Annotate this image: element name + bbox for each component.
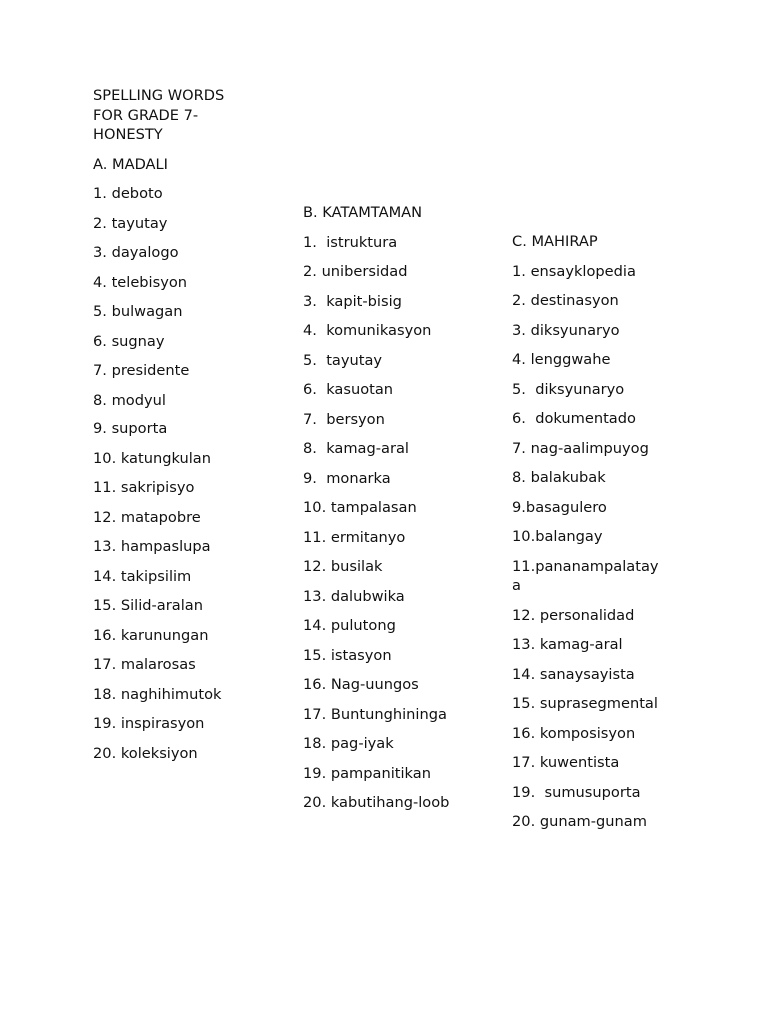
word-list-madali bbox=[93, 184, 253, 763]
title-line: HONESTY bbox=[93, 126, 163, 143]
list-item: 10. tampalasan bbox=[303, 499, 417, 516]
list-item: 4. komunikasyon bbox=[303, 322, 432, 339]
list-item: 12. busilak bbox=[303, 558, 383, 575]
list-item: 10.balangay bbox=[512, 528, 603, 545]
list-item: 19. pampanitikan bbox=[303, 764, 431, 782]
list-item: 7. nag-aalimpuyog bbox=[512, 439, 649, 457]
list-item: 15. suprasegmental bbox=[512, 695, 658, 712]
list-item: 19. sumusuporta bbox=[512, 783, 641, 801]
list-item: 3. kapit-bisig bbox=[303, 292, 402, 310]
list-item: 15. istasyon bbox=[303, 646, 392, 664]
list-item: 6. dokumentado bbox=[512, 410, 636, 427]
list-item: 9. suporta bbox=[93, 420, 168, 437]
column-mahirap bbox=[512, 232, 672, 842]
list-item: 5. tayutay bbox=[303, 351, 383, 369]
list-item: 16. Nag-uungos bbox=[303, 676, 419, 693]
list-item: 13. hampaslupa bbox=[93, 538, 211, 555]
list-item: 4. telebisyon bbox=[93, 273, 188, 291]
list-item: 11. sakripisyo bbox=[93, 479, 195, 496]
list-item: 17. Buntunghininga bbox=[303, 705, 447, 723]
list-item: 3. dayalogo bbox=[93, 244, 179, 261]
list-item: 2. unibersidad bbox=[303, 263, 408, 280]
word-list-mahirap bbox=[512, 262, 672, 832]
list-item: 8. kamag-aral bbox=[303, 440, 409, 457]
list-item: 9. monarka bbox=[303, 469, 391, 487]
list-item: 20. koleksiyon bbox=[93, 744, 198, 762]
list-item: 14. sanaysayista bbox=[512, 665, 635, 683]
list-item: 7. presidente bbox=[93, 362, 190, 379]
list-item: 12. personalidad bbox=[512, 606, 635, 624]
list-item: 6. kasuotan bbox=[303, 381, 394, 398]
list-item: 11. ermitanyo bbox=[303, 528, 406, 546]
list-item: 2. tayutay bbox=[93, 214, 168, 232]
list-item: 4. lenggwahe bbox=[512, 351, 611, 368]
list-item: 10. katungkulan bbox=[93, 449, 211, 467]
list-item: 20. gunam-gunam bbox=[512, 813, 647, 830]
list-item: 14. pulutong bbox=[303, 617, 396, 634]
section-heading-madali: A. MADALI bbox=[93, 155, 168, 173]
title-line: FOR GRADE 7- bbox=[93, 106, 199, 124]
list-item: 19. inspirasyon bbox=[93, 715, 205, 732]
list-item: 7. bersyon bbox=[303, 410, 385, 428]
list-item: 16. komposisyon bbox=[512, 724, 636, 742]
list-item: 16. karunungan bbox=[93, 626, 209, 644]
page-title bbox=[93, 86, 253, 145]
section-heading-mahirap: C. MAHIRAP bbox=[512, 233, 598, 250]
list-item: 14. takipsilim bbox=[93, 567, 192, 585]
list-item: 3. diksyunaryo bbox=[512, 321, 620, 339]
list-item: 17. kuwentista bbox=[512, 754, 620, 771]
list-item: 8. balakubak bbox=[512, 469, 606, 486]
list-item: 6. sugnay bbox=[93, 332, 165, 350]
list-item: 15. Silid-aralan bbox=[93, 597, 203, 614]
list-item: 11.pananampalatay a bbox=[512, 557, 664, 594]
column-katamtaman bbox=[303, 203, 463, 823]
list-item: 13. kamag-aral bbox=[512, 636, 623, 653]
column-madali bbox=[93, 86, 253, 773]
list-item: 5. bulwagan bbox=[93, 303, 183, 320]
list-item: 1. deboto bbox=[93, 185, 163, 202]
list-item: 20. kabutihang-loob bbox=[303, 794, 450, 811]
word-list-katamtaman bbox=[303, 233, 463, 813]
section-heading-katamtaman: B. KATAMTAMAN bbox=[303, 204, 423, 221]
title-line: SPELLING WORDS bbox=[93, 87, 225, 104]
list-item: 1. istruktura bbox=[303, 233, 398, 251]
list-item: 9.basagulero bbox=[512, 498, 607, 516]
list-item: 12. matapobre bbox=[93, 508, 201, 526]
list-item: 17. malarosas bbox=[93, 656, 196, 673]
list-item: 18. naghihimutok bbox=[93, 685, 222, 703]
list-item: 2. destinasyon bbox=[512, 292, 619, 309]
list-item: 1. ensayklopedia bbox=[512, 262, 636, 280]
list-item: 18. pag-iyak bbox=[303, 735, 394, 752]
list-item: 5. diksyunaryo bbox=[512, 380, 625, 398]
list-item: 13. dalubwika bbox=[303, 587, 405, 605]
list-item: 8. modyul bbox=[93, 391, 166, 409]
